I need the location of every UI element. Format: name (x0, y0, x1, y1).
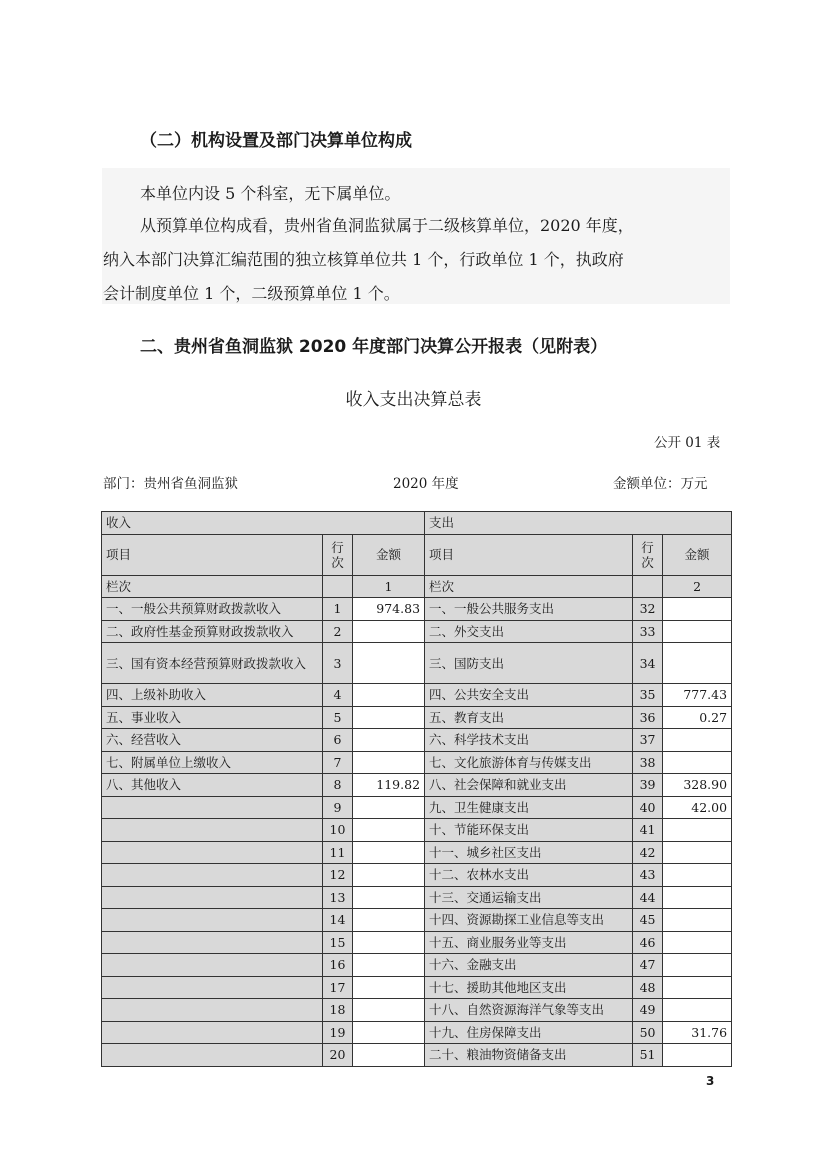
expense-line-cell: 51 (633, 1044, 663, 1067)
expense-item-header: 项目 (425, 534, 633, 575)
expense-line-cell: 40 (633, 796, 663, 819)
income-item-cell: 四、上级补助收入 (102, 684, 323, 707)
expense-item-cell: 二、外交支出 (425, 620, 633, 643)
table-row (102, 976, 732, 999)
income-line-cell: 17 (323, 976, 353, 999)
table-row (102, 931, 732, 954)
income-item-cell (102, 796, 323, 819)
expense-line-cell: 46 (633, 931, 663, 954)
income-line-cell: 4 (323, 684, 353, 707)
section-heading-organization: （二）机构设置及部门决算单位构成 (140, 131, 412, 151)
year-label: 2020 年度 (393, 476, 459, 492)
income-item-cell (102, 819, 323, 842)
income-line-cell: 19 (323, 1021, 353, 1044)
table-row (102, 886, 732, 909)
income-item-cell (102, 931, 323, 954)
expense-amount-cell (663, 954, 732, 977)
income-line-cell: 9 (323, 796, 353, 819)
income-item-cell (102, 1021, 323, 1044)
income-item-cell: 七、附属单位上缴收入 (102, 751, 323, 774)
income-amount-cell (353, 620, 425, 643)
expense-line-cell: 47 (633, 954, 663, 977)
expense-column-number: 2 (663, 575, 732, 598)
expense-item-cell: 十七、援助其他地区支出 (425, 976, 633, 999)
expense-line-cell: 39 (633, 774, 663, 797)
expense-line-cell: 34 (633, 643, 663, 684)
expense-line-cell: 36 (633, 706, 663, 729)
expense-amount-header: 金额 (663, 534, 732, 575)
expense-item-cell: 四、公共安全支出 (425, 684, 633, 707)
income-line-header: 行次 (323, 534, 353, 575)
table-row (102, 1021, 732, 1044)
expense-amount-cell (663, 643, 732, 684)
expense-item-cell: 九、卫生健康支出 (425, 796, 633, 819)
expense-amount-cell: 0.27 (663, 706, 732, 729)
paragraph-units-line-3: 会计制度单位 1 个，二级预算单位 1 个。 (103, 284, 400, 303)
income-amount-cell (353, 909, 425, 932)
income-line-cell: 14 (323, 909, 353, 932)
expense-item-cell: 一、一般公共服务支出 (425, 598, 633, 621)
income-item-cell (102, 999, 323, 1022)
income-line-cell: 18 (323, 999, 353, 1022)
income-item-cell: 三、国有资本经营预算财政拨款收入 (102, 643, 323, 684)
income-line-cell: 1 (323, 598, 353, 621)
expense-column-blank (633, 575, 663, 598)
expense-item-cell: 十二、农林水支出 (425, 864, 633, 887)
expense-line-cell: 49 (633, 999, 663, 1022)
expense-amount-cell (663, 819, 732, 842)
expense-line-cell: 44 (633, 886, 663, 909)
income-line-cell: 12 (323, 864, 353, 887)
income-line-cell: 3 (323, 643, 353, 684)
table-row (102, 909, 732, 932)
expense-amount-cell: 777.43 (663, 684, 732, 707)
expense-amount-cell (663, 729, 732, 752)
income-amount-cell (353, 886, 425, 909)
income-amount-cell (353, 1021, 425, 1044)
income-item-cell: 二、政府性基金预算财政拨款收入 (102, 620, 323, 643)
table-row (102, 751, 732, 774)
income-expense-table (101, 511, 732, 1067)
income-item-cell (102, 841, 323, 864)
section-heading-report: 二、贵州省鱼洞监狱 2020 年度部门决算公开报表（见附表） (140, 337, 608, 357)
table-row (102, 999, 732, 1022)
table-row (102, 1044, 732, 1067)
expense-item-cell: 八、社会保障和就业支出 (425, 774, 633, 797)
income-amount-cell (353, 999, 425, 1022)
income-column-number: 1 (353, 575, 425, 598)
income-amount-cell (353, 976, 425, 999)
income-line-cell: 7 (323, 751, 353, 774)
expense-amount-cell (663, 931, 732, 954)
income-item-cell: 六、经营收入 (102, 729, 323, 752)
table-row (102, 643, 732, 684)
unit-label: 金额单位：万元 (613, 476, 708, 492)
expense-amount-cell (663, 620, 732, 643)
income-column-blank (323, 575, 353, 598)
income-line-cell: 6 (323, 729, 353, 752)
table-row (102, 954, 732, 977)
income-amount-cell (353, 729, 425, 752)
expense-item-cell: 三、国防支出 (425, 643, 633, 684)
income-item-cell (102, 886, 323, 909)
table-row (102, 729, 732, 752)
expense-item-cell: 二十、粮油物资储备支出 (425, 1044, 633, 1067)
expense-line-cell: 38 (633, 751, 663, 774)
expense-item-cell: 六、科学技术支出 (425, 729, 633, 752)
expense-amount-cell: 42.00 (663, 796, 732, 819)
table-section-header-row (102, 512, 732, 535)
expense-amount-cell (663, 1044, 732, 1067)
income-amount-cell (353, 751, 425, 774)
income-item-cell (102, 954, 323, 977)
table-row (102, 841, 732, 864)
income-item-cell (102, 976, 323, 999)
expense-amount-cell (663, 864, 732, 887)
expense-item-cell: 七、文化旅游体育与传媒支出 (425, 751, 633, 774)
income-amount-header: 金额 (353, 534, 425, 575)
expense-item-cell: 十八、自然资源海洋气象等支出 (425, 999, 633, 1022)
income-header: 收入 (102, 512, 425, 535)
expense-line-cell: 35 (633, 684, 663, 707)
income-line-cell: 2 (323, 620, 353, 643)
expense-line-cell: 50 (633, 1021, 663, 1044)
expense-amount-cell: 31.76 (663, 1021, 732, 1044)
income-amount-cell (353, 931, 425, 954)
table-row (102, 706, 732, 729)
income-amount-cell (353, 819, 425, 842)
income-item-cell: 五、事业收入 (102, 706, 323, 729)
expense-item-cell: 十、节能环保支出 (425, 819, 633, 842)
expense-amount-cell: 328.90 (663, 774, 732, 797)
expense-amount-cell (663, 909, 732, 932)
expense-line-header: 行次 (633, 534, 663, 575)
income-line-cell: 8 (323, 774, 353, 797)
expense-item-cell: 十五、商业服务业等支出 (425, 931, 633, 954)
income-amount-cell (353, 864, 425, 887)
income-amount-cell (353, 841, 425, 864)
income-line-cell: 10 (323, 819, 353, 842)
income-amount-cell (353, 684, 425, 707)
income-amount-cell (353, 643, 425, 684)
expense-item-cell: 十一、城乡社区支出 (425, 841, 633, 864)
income-amount-cell (353, 796, 425, 819)
income-amount-cell: 119.82 (353, 774, 425, 797)
department-label: 部门：贵州省鱼洞监狱 (103, 476, 238, 492)
expense-amount-cell (663, 841, 732, 864)
expense-item-cell: 十三、交通运输支出 (425, 886, 633, 909)
expense-amount-cell (663, 976, 732, 999)
expense-item-cell: 五、教育支出 (425, 706, 633, 729)
income-line-cell: 16 (323, 954, 353, 977)
table-column-header-row (102, 534, 732, 575)
income-column-label: 栏次 (102, 575, 323, 598)
expense-line-cell: 33 (633, 620, 663, 643)
income-item-header: 项目 (102, 534, 323, 575)
table-row (102, 819, 732, 842)
income-line-cell: 5 (323, 706, 353, 729)
expense-column-label: 栏次 (425, 575, 633, 598)
income-item-cell (102, 1044, 323, 1067)
expense-line-cell: 37 (633, 729, 663, 752)
table-title: 收入支出决算总表 (345, 390, 482, 410)
income-amount-cell (353, 1044, 425, 1067)
expense-header: 支出 (425, 512, 732, 535)
income-item-cell: 一、一般公共预算财政拨款收入 (102, 598, 323, 621)
expense-amount-cell (663, 886, 732, 909)
table-row (102, 796, 732, 819)
income-line-cell: 13 (323, 886, 353, 909)
expense-amount-cell (663, 598, 732, 621)
table-row (102, 774, 732, 797)
income-line-cell: 11 (323, 841, 353, 864)
paragraph-units-line-2: 纳入本部门决算汇编范围的独立核算单位共 1 个，行政单位 1 个，执政府 (103, 250, 624, 269)
expense-amount-cell (663, 999, 732, 1022)
expense-line-cell: 43 (633, 864, 663, 887)
table-row (102, 684, 732, 707)
expense-amount-cell (663, 751, 732, 774)
table-row (102, 598, 732, 621)
column-number-row (102, 575, 732, 598)
income-amount-cell (353, 706, 425, 729)
table-code: 公开 01 表 (654, 435, 721, 451)
income-line-cell: 20 (323, 1044, 353, 1067)
expense-line-cell: 42 (633, 841, 663, 864)
income-amount-cell: 974.83 (353, 598, 425, 621)
income-line-cell: 15 (323, 931, 353, 954)
income-item-cell (102, 909, 323, 932)
expense-line-cell: 41 (633, 819, 663, 842)
paragraph-departments: 本单位内设 5 个科室，无下属单位。 (140, 184, 401, 203)
expense-line-cell: 32 (633, 598, 663, 621)
expense-item-cell: 十四、资源勘探工业信息等支出 (425, 909, 633, 932)
page-number: 3 (706, 1074, 715, 1088)
income-item-cell: 八、其他收入 (102, 774, 323, 797)
expense-line-cell: 48 (633, 976, 663, 999)
table-row (102, 620, 732, 643)
paragraph-units-line-1: 从预算单位构成看，贵州省鱼洞监狱属于二级核算单位，2020 年度， (140, 216, 634, 235)
expense-item-cell: 十六、金融支出 (425, 954, 633, 977)
expense-item-cell: 十九、住房保障支出 (425, 1021, 633, 1044)
expense-line-cell: 45 (633, 909, 663, 932)
income-amount-cell (353, 954, 425, 977)
income-item-cell (102, 864, 323, 887)
table-row (102, 864, 732, 887)
